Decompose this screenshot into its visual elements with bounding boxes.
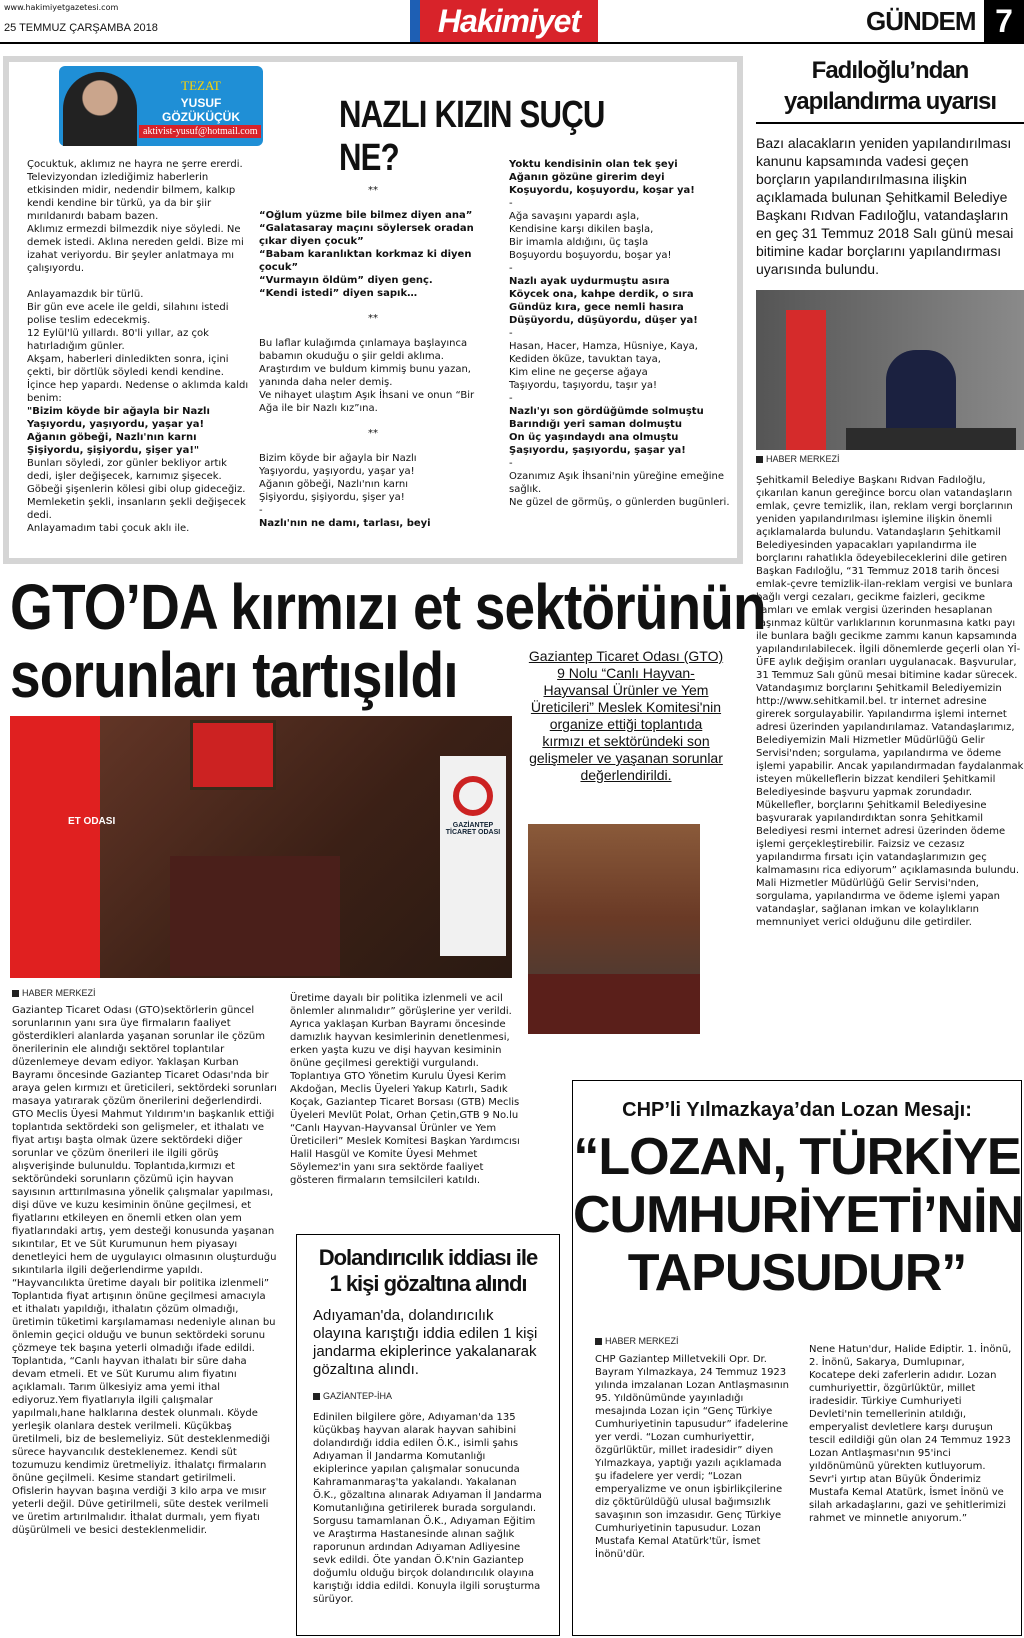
opinion-column bbox=[3, 56, 743, 564]
flag-banner bbox=[10, 716, 100, 978]
column-text-3 bbox=[509, 158, 737, 509]
column-line: Yaşıyordu, yaşıyordu, yaşar ya! bbox=[27, 419, 205, 430]
rollup-banner-logo-icon bbox=[453, 776, 493, 816]
fadiloglu-photo bbox=[756, 290, 1024, 450]
column-line: Kendisine karşı dikilen başla, bbox=[509, 224, 654, 235]
column-tag: TEZAT bbox=[181, 78, 221, 93]
chp-headline-3: TAPUSUDUR” bbox=[627, 1244, 967, 1302]
column-line: Ağanın gözüne girerim deyi bbox=[509, 172, 665, 183]
rollup-banner-text: GAZİANTEP TİCARET ODASI bbox=[445, 822, 501, 836]
column-line: Ozanımız Aşık İhsani'nin yüreğine emeğine sağlık. bbox=[509, 471, 724, 495]
column-line: Aklımız ermezdi bilmezdik niye söyledi. Ne demek istedi. Aklına nereden geldi. Bize mi izahat veriyordu. Bir şeyler anlatmaya mı çalışıyordu. bbox=[27, 224, 244, 274]
column-line: Bunları söyledi, zor günler bekliyor artık dedi, işler değişecek, karnımız şişecek. Göbeği şişenlerin kölesi gibi olup gideceğiz. Memleketin şekli, insanların şekli değişecek dedi. bbox=[27, 458, 246, 521]
column-line: Kim eline ne geçerse ağaya bbox=[509, 367, 648, 378]
column-line: Bir imamla aldığını, üç taşla bbox=[509, 237, 649, 248]
fadiloglu-title-2: yapılandırma uyarısı bbox=[756, 86, 1024, 124]
column-line: ** bbox=[368, 185, 378, 196]
column-line: Ağa savaşını yapardı aşla, bbox=[509, 211, 640, 222]
column-line: Gündüz kıra, gece nemli hasıra bbox=[509, 302, 684, 313]
column-text-2 bbox=[259, 172, 487, 530]
column-line: “Oğlum yüzme bile bilmez diyen ana” bbox=[259, 210, 473, 221]
column-line: On üç yaşındaydı ana olmuştu bbox=[509, 432, 679, 443]
author-email[interactable]: aktivist-yusuf@hotmail.com bbox=[139, 125, 261, 138]
portrait-frame bbox=[190, 720, 276, 790]
column-line: Nazlı ayak uydurmuştu asıra bbox=[509, 276, 670, 287]
fadiloglu-title-1: Fadıloğlu’ndan bbox=[811, 57, 969, 84]
chp-headline-2: CUMHURİYETİ’NİN bbox=[573, 1186, 1024, 1244]
column-line: Nazlı'yı son gördüğümde solmuştu bbox=[509, 406, 704, 417]
gto-source: HABER MERKEZİ bbox=[12, 988, 96, 998]
column-line: Barındığı yeri saman dolmuştu bbox=[509, 419, 682, 430]
fraud-article bbox=[296, 1234, 560, 1636]
column-line: Yaşıyordu, yaşıyordu, yaşar ya! bbox=[259, 466, 415, 477]
gto-body-2: Üretime dayalı bir politika izlenmeli ve acil önlemler alınmalıdır” görüşlerine yer verildi. Ayrıca yaklaşan Kurban Bayramı öncesinde damızlık hayvan kesimlerinin denetlenmesi, erken yaşta kuzu ve dişi hayvan kesiminin önüne geçilmesi gerektiği vurgulandı. Toplantıya GTO Yönetim Kurulu Üyesi Kerim Akdoğan, Meclis Üyeleri Yakup Katırlı, Sadık Koçak, Gaziantep Ticaret Borsası (GTB) Meclis Üyeleri Mevlüt Polat, Orhan Çetin,GTB 9 No.lu “Canlı Hayvan-Hayvansal Ürünler ve Yem Üreticileri” Meslek Komitesi Başkan Yardımcısı Halil Hasgül ve Komite Üyesi Mehmet Söylemez'in yanı sıra sektörde faaliyet gösteren firmaların temsilcileri katıldı. bbox=[290, 993, 520, 1186]
person-at-desk bbox=[886, 350, 956, 430]
page-number: 7 bbox=[984, 0, 1024, 42]
column-line: Şişiyordu, şişiyordu, şişer ya! bbox=[259, 492, 405, 503]
column-line: - bbox=[509, 328, 513, 339]
column-line: Ve nihayet ulaştım Aşık İhsani ve onun “Bir Ağa ile bir Nazlı kız”ına. bbox=[259, 390, 475, 414]
chp-body-1: CHP Gaziantep Milletvekili Opr. Dr. Bayram Yılmazkaya, 24 Temmuz 1923 yılında imzalanan Lozan Antlaşmasının 95. Yıldönümünde yayınladığı mesajında Lozan için “Genç Türkiye Cumhuriyetinin tapusudur” ifadelerine yer verdi. “Lozan cumhuriyettir, özgürlüktür, millet iradesidir” diyen Yılmazkaya, yaptığı yazılı açıklamada şu ifadelere yer verdi; “Lozan emperyalizme ve onun işbirlikçilerine diz çöktürüldüğü ulusal bağımsızlık savaşının son imzasıdır. Genç Türkiye Cumhuriyetinin tapusudur. Lozan Mustafa Kemal Atatürk'tür, İsmet İnönü'dür. bbox=[595, 1354, 789, 1560]
column-line: “Vurmayın öldüm” diyen genç. bbox=[259, 275, 433, 286]
meeting-table bbox=[170, 856, 340, 976]
column-line: - bbox=[509, 393, 513, 404]
column-line: Nazlı'nın ne damı, tarlası, beyi bbox=[259, 518, 431, 529]
column-line: ** bbox=[368, 313, 378, 324]
author-name: YUSUF GÖZÜKÜÇÜK bbox=[162, 96, 240, 124]
issue-date: 25 TEMMUZ ÇARŞAMBA 2018 bbox=[4, 22, 158, 34]
column-line: Kediden öküze, tavuktan taya, bbox=[509, 354, 661, 365]
masthead bbox=[0, 0, 1024, 44]
column-line: Şişiyordu, şişiyordu, şişer ya!" bbox=[27, 445, 200, 456]
gto-photo-main bbox=[10, 716, 512, 978]
column-line: "Bizim köyde bir ağayla bir Nazlı bbox=[27, 406, 210, 417]
column-line: Hasan, Hacer, Hamza, Hüsniye, Kaya, bbox=[509, 341, 698, 352]
column-line: Bu laflar kulağımda çınlamaya başlayınca babamın okuduğu o şiir geldi aklıma. bbox=[259, 338, 468, 362]
column-line: Bir gün eve acele ile geldi, silahını istedi polise teslim edecekmiş. bbox=[27, 302, 229, 326]
gto-photo-audience bbox=[528, 824, 700, 1034]
column-line: Çocuktuk, aklımız ne hayra ne şerre ererdi. bbox=[27, 159, 243, 170]
column-line: - bbox=[259, 505, 263, 516]
chp-article bbox=[572, 1080, 1022, 1636]
section-name: GÜNDEM bbox=[866, 6, 976, 36]
fadiloglu-lead: Bazı alacakların yeniden yapılandırılması kanunu kapsamında vadesi geçen borçların yapılandırılmasına ilişkin açıklamada bulunan Şehitkamil Belediye Başkanı Rıdvan Fadıloğlu, vatandaşların en geç 31 Temmuz 2018 Salı günü mesai bitimine kadar borçlarını yapılandırması uyarısında bulundu. bbox=[756, 135, 1014, 277]
column-text-1 bbox=[27, 158, 249, 535]
column-line: Boşuyordu boşuyordu, boşar ya! bbox=[509, 250, 672, 261]
column-line: - bbox=[509, 263, 513, 274]
fadiloglu-article bbox=[756, 56, 1024, 929]
column-line: Anlayamadım tabi çocuk aklı ile. bbox=[27, 523, 190, 534]
column-line: Ağanın göbeği, Nazlı'nın karnı bbox=[259, 479, 408, 490]
column-line: “Kendi istedi” diyen sapık… bbox=[259, 288, 418, 299]
column-line: 12 Eylül'lü yıllardı. 80'li yıllar, az çok hatırladığım günler. bbox=[27, 328, 209, 352]
column-line: Televizyondan izlediğimiz haberlerin etkisinden midir, nedendir bilmem, kalkıp kendi kendine bir türkü, ya da bir şiir mırıldanırdı babam bazen. bbox=[27, 172, 236, 222]
column-line: Koşuyordu, koşuyordu, koşar ya! bbox=[509, 185, 695, 196]
column-line bbox=[27, 275, 249, 288]
column-line: Düşüyordu, düşüyordu, düşer ya! bbox=[509, 315, 698, 326]
fraud-source: GAZİANTEP-İHA bbox=[313, 1391, 543, 1401]
column-line: - bbox=[509, 198, 513, 209]
column-line: Ağanın göbeği, Nazlı'nın karnı bbox=[27, 432, 197, 443]
audience-table bbox=[528, 974, 700, 1034]
chp-source: HABER MERKEZİ bbox=[595, 1336, 679, 1346]
newspaper-logo: Hakimiyet bbox=[410, 0, 598, 42]
avatar bbox=[63, 72, 137, 146]
column-title: NAZLI KIZIN SUÇU NE? bbox=[339, 94, 605, 179]
chp-body-2: Nene Hatun'dur, Halide Ediptir. 1. İnönü, 2. İnönü, Sakarya, Dumlupınar, Kocatepe deki zaferlerin adıdır. Lozan cumhuriyettir, özgürlüktür, millet iradesidir. Türkiye Cumhuriyeti Devleti'nin temellerinin atıldığı, emperyalist devletlere karşı duruşun tescil edildiği gün olan 24 Temmuz 1923 Lozan Antlaşması'nın 95'inci yıldönümünü yürekten kutluyorum. Sevr'i yırtıp atan Büyük Önderimiz Mustafa Kemal Atatürk, İsmet İnönü ve silah arkadaşlarını, gazi ve şehitlerimizi rahmet ve minnetle anıyorum.” bbox=[809, 1344, 1012, 1524]
fraud-body: Edinilen bilgilere göre, Adıyaman'da 135 küçükbaş hayvan alarak hayvan sahibini dolandırdığı iddia edilen Ö.K., isimli şahıs Adıyaman İl Jandarma Komutanlığı ekiplerince yapılan çalışmalar sonucunda Kahramanmaraş'ta yakalandı. Yakalanan Ö.K., gözaltına alınarak Adıyaman İl Jandarma Komutanlığına getirilerek burada sorgulandı. Sorgusu tamamlanan Ö.K., Adıyaman Eğitim ve Araştırma Hastanesinde alınan sağlık raporunun ardından Adıyaman Adliyesine sevk edildi. Öte yandan Ö.K'nin Gaziantep doğumlu olduğu birçok dolandırıcılık olayına karıştığı iddia edildi. Konuyla ilgili soruşturma sürüyor. bbox=[313, 1412, 542, 1605]
gto-body-1: Gaziantep Ticaret Odası (GTO)sektörlerin güncel sorunlarının yanı sıra üye firmaların faaliyet gösterdikleri alanlarda yaşanan sorunlar ile çözüm önerilerinin ele alındığı sektörel toplantılar düzenlemeye devam ediyor. Yaklaşan Kurban Bayramı öncesinde Gaziantep Ticaret Odası'nda bir araya gelen kırmızı et üreticileri, sektördeki sorunları masaya yatırarak çözüm önerilerini değerlendirdi. GTO Meclis Üyesi Mahmut Yıldırım'ın başkanlık ettiği toplantıda sektördeki son gelişmeler, et ithalatı ve fiyat artışı başta olmak üzere sektördeki diğer sorunlar ve çözüm önerileri ile ilgili görüş alışverişinde bulunuldu. Toplantıda,kırmızı et sektöründeki sorunların çözümü için hayvan sayısının arttırılmasına yönelik çalışmalar yapılması, dişi düve ve kuzu kesiminin önüne geçilmesi, et fiyatlarını etkileyen en önemli etken olan yem fiyatlarındaki artış, yem desteği konusunda yaşanan sıkıntılar, Et ve Süt Kurumunun hem piyasayı denetleyici hem de uygulayıcı olmasının oluşturduğu sıkıntılarla ilgili değerlendirme yapıldı. “Hayvancılıkta üretime dayalı bir politika izlenmeli” Toplantıda fiyat artışının önüne geçilmesi amacıyla et ithalatı yapıldığı, ithalatın çözüm olmadığı, üretimin tüketimi karşılamaması nedeniyle alınan bu önlemin geçici olduğu ve bunun sektördeki sorunu çözmeye tek başına yeterli olmadığı ifade edildi. Toplantıda, “Canlı hayvan ithalatı bir süre daha devam etmeli. Et ve Süt Kurumu alım fiyatını açıklamalı. Tarım ülkesiyiz ama yemi ithal ediyoruz.Yem fiyatlarıyla ilgili çalışmalar yapılmalı,hane halklarına destek olunmalı. Köyde yerleşik olanlara destek verilmeli. Küçükbaş üretilmeli, biz de beslemeliyiz. Süt desteklenmediği sürece hayvancılık desteklenemez. Kendi süt tozumuzu kendimiz üretmeliyiz. İthalatçı firmaların önüne geçilmeli. Kesime standart getirilmeli. Ofislerin hayvan başına verdiği 3 kilo arpa ve mısır yeterli değil. Düve getirilmeli, süte destek verilmeli ve üretim artırılmalıdır. İthalat durmalı, yem fiyatı düşürülmeli ve besici desteklenmelidir. bbox=[12, 1005, 277, 1536]
flag-banner-text: ET ODASI bbox=[68, 816, 116, 827]
column-line: Araştırdım ve buldum kimmiş bunu yazan, yanında daha neler demiş. bbox=[259, 364, 471, 388]
column-line: Yoktu kendisinin olan tek şeyi bbox=[509, 159, 678, 170]
column-line: - bbox=[509, 458, 513, 469]
fraud-title-1: Dolandırıcılık iddiası ile bbox=[318, 1245, 538, 1270]
column-line: Şaşıyordu, şaşıyordu, şaşar ya! bbox=[509, 445, 686, 456]
gto-headline-2: sorunları tartışıldı bbox=[10, 639, 458, 711]
site-url[interactable]: www.hakimiyetgazetesi.com bbox=[4, 3, 119, 12]
column-line: Akşam, haberleri dinledikten sonra, içini çekti, bir dörtlük söyledi kendi kendine. İçince hep yapardı. Nedense o aklımda kaldı benim: bbox=[27, 354, 249, 404]
column-line: Anlayamazdık bir türlü. bbox=[27, 289, 144, 300]
column-line: “Babam karanlıktan korkmaz ki diyen çocuk” bbox=[259, 249, 472, 273]
gto-headline-1: GTO’DA kırmızı et sektörünün bbox=[10, 571, 766, 643]
fadiloglu-body: Şehitkamil Belediye Başkanı Rıdvan Fadıloğlu, çıkarılan kanun gereğince borcu olan vatandaşların emlak, çevre temizlik, ilan, reklam vergi borçlarının yeniden yapılandırılması işlemine ilişkin önemli açıklamalarda bulundu. Vatandaşların Şehitkamil Belediyesinden yapacakları yapılandırma ile borçlarını rahatlıkla ödeyebileceklerini dile getiren Başkan Fadıloğlu, “31 Temmuz 2018 tarih öncesi emlak-çevre temizlik-ilan-reklam vergisi ve bunlara bağlı vergi cezaları, gecikme faizleri, gecikme zamları ve emlak vergisi üzerinden hesaplanan taşınmaz kültür varlıklarının korunmasına katkı payı ile bunlara bağlı gecikme zammı kanun kapsamında yapılandırılabilecek. İlgili dönemlerde geçerli olan Yİ-ÜFE aylık değişim oranları uygulanacak. Başvurular, 31 Temmuz Salı günü mesai bitimine kadar sürecek. Vatandaşımız borçlarını Şehitkamil Belediyemizin http://www.sehitkamil.bel. tr internet adresine girerek sorgulayabilir. Yapılandırma işlemi internet adresi üzerinden yapılandırılamaz. Vatandaşlarımız, Belediyemizin Mali Hizmetler Müdürlüğü Gelir Servisi'nden; sorgulama, yapılandırma ve ödeme işlemi yapabilir. Ancak yapılandırmadan faydalanmak isteyen mükelleflerin bizzat kendileri Şehitkamil Belediyesinde başvuru yapmak zorundadır. Mükellefler, borçlarını Şehitkamil Belediyesine başvurarak yapılandırdıktan sonra Şehitkamil Belediyesi resmi internet adresi üzerinden ödeme işlemi gerçekleştirebilir. Faizsiz ve cezasız yapılandırma fırsatı için vatandaşlarımızın geç kalmamasını rica ediyorum” açıklamasında bulundu. Mali Hizmetler Müdürlüğü Gelir Servisi'nden, sorgulama, yapılandırma ve ödeme işlemi yapan vatandaşlar, sağlanan imkan ve kolaylıkların memnuniyet verici olduğunu dile getirdiler. bbox=[756, 475, 1024, 928]
rollup-banner bbox=[440, 756, 506, 956]
column-line: Ne güzel de görmüş, o günlerden bugünleri. bbox=[509, 497, 730, 508]
column-line: Bizim köyde bir ağayla bir Nazlı bbox=[259, 453, 417, 464]
column-line: “Galatasaray maçını söylersek oradan çıkar diyen çocuk” bbox=[259, 223, 474, 247]
fraud-title-2: 1 kişi gözaltına alındı bbox=[329, 1271, 527, 1296]
fraud-lead: Adıyaman'da, dolandırıcılık olayına karıştığı iddia edilen 1 kişi jandarma ekiplerince yakalanarak gözaltına alındı. bbox=[313, 1307, 538, 1378]
gto-lead: Gaziantep Ticaret Odası (GTO) 9 Nolu “Canlı Hayvan-Hayvansal Ürünler ve Yem Üreticileri” Meslek Komitesi'nin organize ettiği toplantıda kırmızı et sektöründeki son gelişmeler ve yaşanan sorunlar değerlendirildi. bbox=[528, 648, 724, 783]
fadiloglu-source: HABER MERKEZİ bbox=[756, 454, 1024, 464]
column-line: Köycek ona, kahpe derdik, o sıra bbox=[509, 289, 694, 300]
turkish-flag bbox=[786, 310, 826, 450]
desk bbox=[846, 428, 1016, 450]
column-line: ** bbox=[368, 428, 378, 439]
chp-kicker: CHP’li Yılmazkaya’dan Lozan Mesajı: bbox=[622, 1099, 972, 1121]
chp-headline-1: “LOZAN, TÜRKİYE bbox=[573, 1128, 1021, 1186]
column-line: Taşıyordu, taşıyordu, taşır ya! bbox=[509, 380, 658, 391]
